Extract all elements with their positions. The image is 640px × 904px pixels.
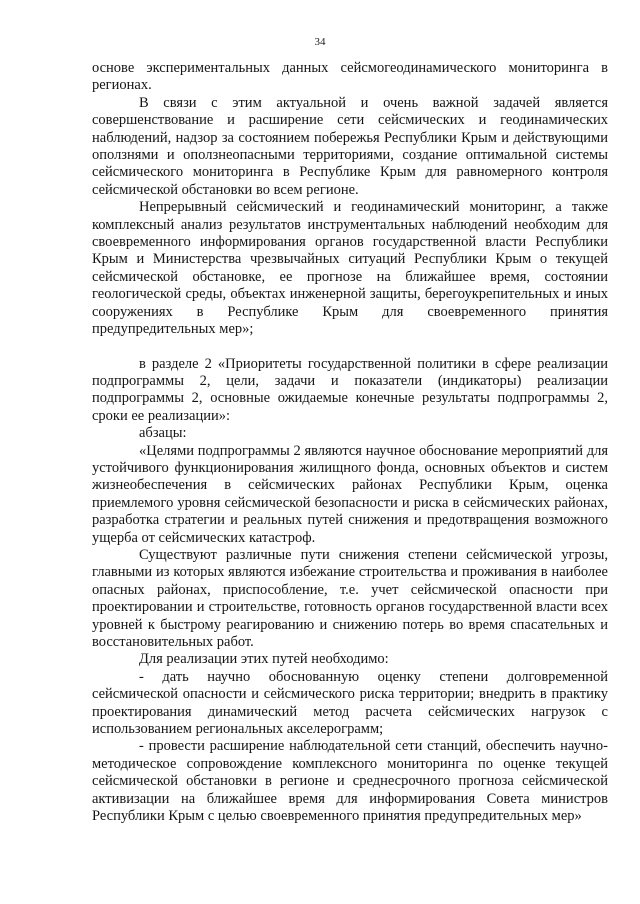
paragraph: Для реализации этих путей необходимо:	[139, 651, 389, 668]
paragraph: В связи с этим актуальной и очень важной задачей является совершенствование и расширение сети сейсмических и геодинамических наблюдений, надзор за состоянием побережья Республики Крым и действующими оползнями и оползнеопасными территориями, создание оптимальной системы сейсмического мониторинга в Республике Крым для равномерного контроля сейсмической обстановки во всем регионе.	[92, 94, 608, 198]
document-body	[92, 60, 608, 825]
list-item: - провести расширение наблюдательной сети станций, обеспечить научно-методическое сопровождение комплексного мониторинга по оценке текущей сейсмической обстановки в регионе и среднесрочного прогноза сейсмической активизации на ближайшее время для информирования Совета министров Республики Крым с целью своевременного принятия предупредительных мер»	[92, 738, 608, 825]
paragraph: «Целями подпрограммы 2 являются научное обоснование мероприятий для устойчивого функционирования жилищного фонда, основных объектов и систем жизнеобеспечения в сейсмических районах Республики Крым, оценка приемлемого уровня сейсмической безопасности и риска в сейсмических районах, разработка стратегии и реальных путей снижения и предотвращения возможного ущерба от сейсмических катастроф.	[92, 442, 608, 546]
paragraph: абзацы:	[139, 425, 187, 442]
list-item: - дать научно обоснованную оценку степени долговременной сейсмической опасности и сейсмического риска территории; внедрить в практику проектирования динамический метод расчета сейсмических нагрузок с использованием региональных акселерограмм;	[92, 668, 608, 738]
paragraph: Непрерывный сейсмический и геодинамический мониторинг, а также комплексный анализ результатов инструментальных наблюдений необходим для своевременного информирования органов государственной власти Республики Крым и Министерства чрезвычайных ситуаций Республики Крым о текущей сейсмической обстановке, ее прогнозе на ближайшее время, состоянии геологической среды, объектах инженерной защиты, берегоукрепительных и иных сооружениях в Республике Крым для своевременного принятия предупредительных мер»;	[92, 199, 608, 338]
paragraph: Существуют различные пути снижения степени сейсмической угрозы, главными из которых являются избежание строительства и проживания в наиболее опасных районах, приспособление, т.е. учет сейсмической опасности при проектировании и строительстве, готовность органов государственной власти всех уровней к быстрому реагированию и снижению потерь во время спасательных и восстановительных работ.	[92, 546, 608, 650]
paragraph: основе экспериментальных данных сейсмогеодинамического мониторинга в регионах.	[92, 60, 608, 94]
paragraph: в разделе 2 «Приоритеты государственной политики в сфере реализации подпрограммы 2, цели, задачи и показатели (индикаторы) реализации подпрограммы 2, основные ожидаемые конечные результаты подпрограммы 2, сроки ее реализации»:	[92, 355, 608, 424]
page-number: 34	[314, 36, 326, 48]
